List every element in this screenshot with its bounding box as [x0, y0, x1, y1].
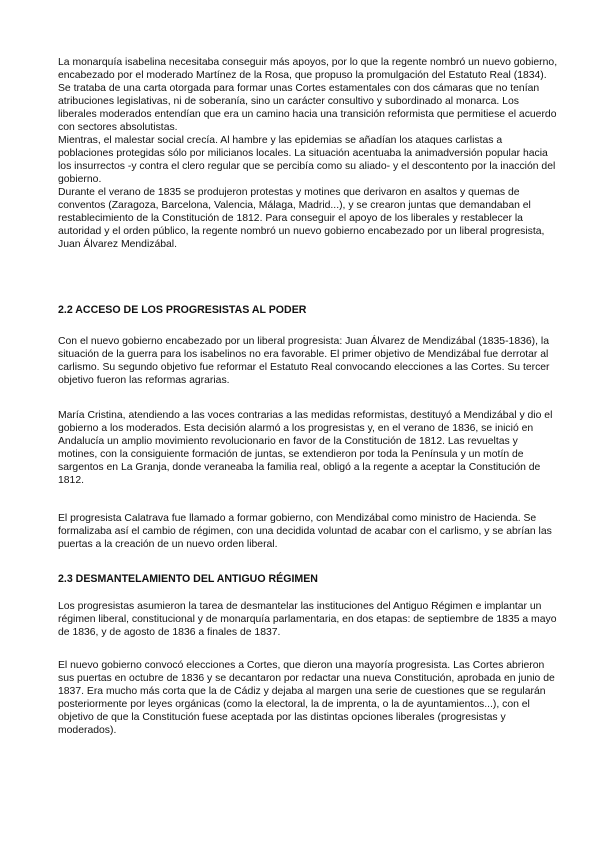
intro-paragraph-3: Durante el verano de 1835 se produjeron protestas y motines que derivaron en asaltos y quemas de conventos (Zaragoza, Barcelona, Valencia, Málaga, Madrid...), y se crearon juntas que demandaban el restablecimiento de la Constitución de 1812. Para conseguir el apoyo de los liberales y restablecer la autoridad y el orden público, la regente nombró un nuevo gobierno encabezado por un liberal progresista, Juan Álvarez Mendizábal.: [58, 187, 545, 250]
intro-paragraph-1: La monarquía isabelina necesitaba conseguir más apoyos, por lo que la regente nombró un nuevo gobierno, encabezado por el moderado Martínez de la Rosa, que propuso la promulgación del Estatuto Real (1834). Se trataba de una carta otorgada para formar unas Cortes estamentales con dos cámaras que no tenían atribuciones legislativas, ni de soberanía, sino un carácter consultivo y subordinado al monarca. Los liberales moderados entendían que era un camino hacia una transición reformista que permitiese el acuerdo con sectores absolutistas.: [58, 57, 558, 133]
section-2-3-paragraph-1: Los progresistas asumieron la tarea de desmantelar las instituciones del Antiguo Régimen e implantar un régimen liberal, constitucional y de monarquía parlamentaria, en dos etapas: de septiembre de 1835 a mayo de 1836, y de agosto de 1836 a finales de 1837.: [58, 601, 557, 638]
intro-paragraph-2: Mientras, el malestar social crecía. Al hambre y las epidemias se añadían los ataques carlistas a poblaciones protegidas sólo por milicianos locales. La situación acentuaba la animadversión popular hacia los insurrectos -y contra el clero regular que se percibía como su aliado- y el descontento por la inacción del gobierno.: [58, 135, 556, 185]
section-2-3-heading: 2.3 DESMANTELAMIENTO DEL ANTIGUO RÉGIMEN: [58, 573, 318, 585]
section-2-2-paragraph-3: El progresista Calatrava fue llamado a formar gobierno, con Mendizábal como ministro de Hacienda. Se formalizaba así el cambio de régimen, con una decidida voluntad de acabar con el carlismo, y se abrían las puertas a la creación de un nuevo orden liberal.: [58, 513, 552, 550]
section-2-2-paragraph-1: Con el nuevo gobierno encabezado por un liberal progresista: Juan Álvarez de Mendizábal (1835-1836), la situación de la guerra para los isabelinos no era favorable. El primer objetivo de Mendizábal fue derrotar al carlismo. Su segundo objetivo fue reformar el Estatuto Real convocando elecciones a las Cortes. Su tercer objetivo fueron las reformas agrarias.: [58, 336, 550, 386]
section-2-2-heading: 2.2 ACCESO DE LOS PROGRESISTAS AL PODER: [58, 304, 307, 316]
section-2-3-paragraph-2: El nuevo gobierno convocó elecciones a Cortes, que dieron una mayoría progresista. Las Cortes abrieron sus puertas en octubre de 1836 y se decantaron por redactar una nueva Constitución, aprobada en junio de 1837. Era mucho más corta que la de Cádiz y dejaba al margen una serie de cuestiones que se regularán posteriormente por leyes orgánicas (como la electoral, la de imprenta, o la de ayuntamientos...), con el objetivo de que la Constitución fuese aceptada por las distintas opciones liberales (progresistas y moderados).: [58, 660, 555, 736]
intro-block: [58, 56, 558, 251]
section-2-2-paragraph-2: María Cristina, atendiendo a las voces contrarias a las medidas reformistas, destituyó a Mendizábal y dio el gobierno a los moderados. Esta decisión alarmó a los progresistas y, en el verano de 1836, se inició en Andalucía un amplio movimiento revolucionario en favor de la Constitución de 1812. Las revueltas y motines, con la consiguiente formación de juntas, se extendieron por toda la Península y un motín de sargentos en La Granja, donde veraneaba la familia real, obligó a la regente a aceptar la Constitución de 1812.: [58, 410, 553, 486]
